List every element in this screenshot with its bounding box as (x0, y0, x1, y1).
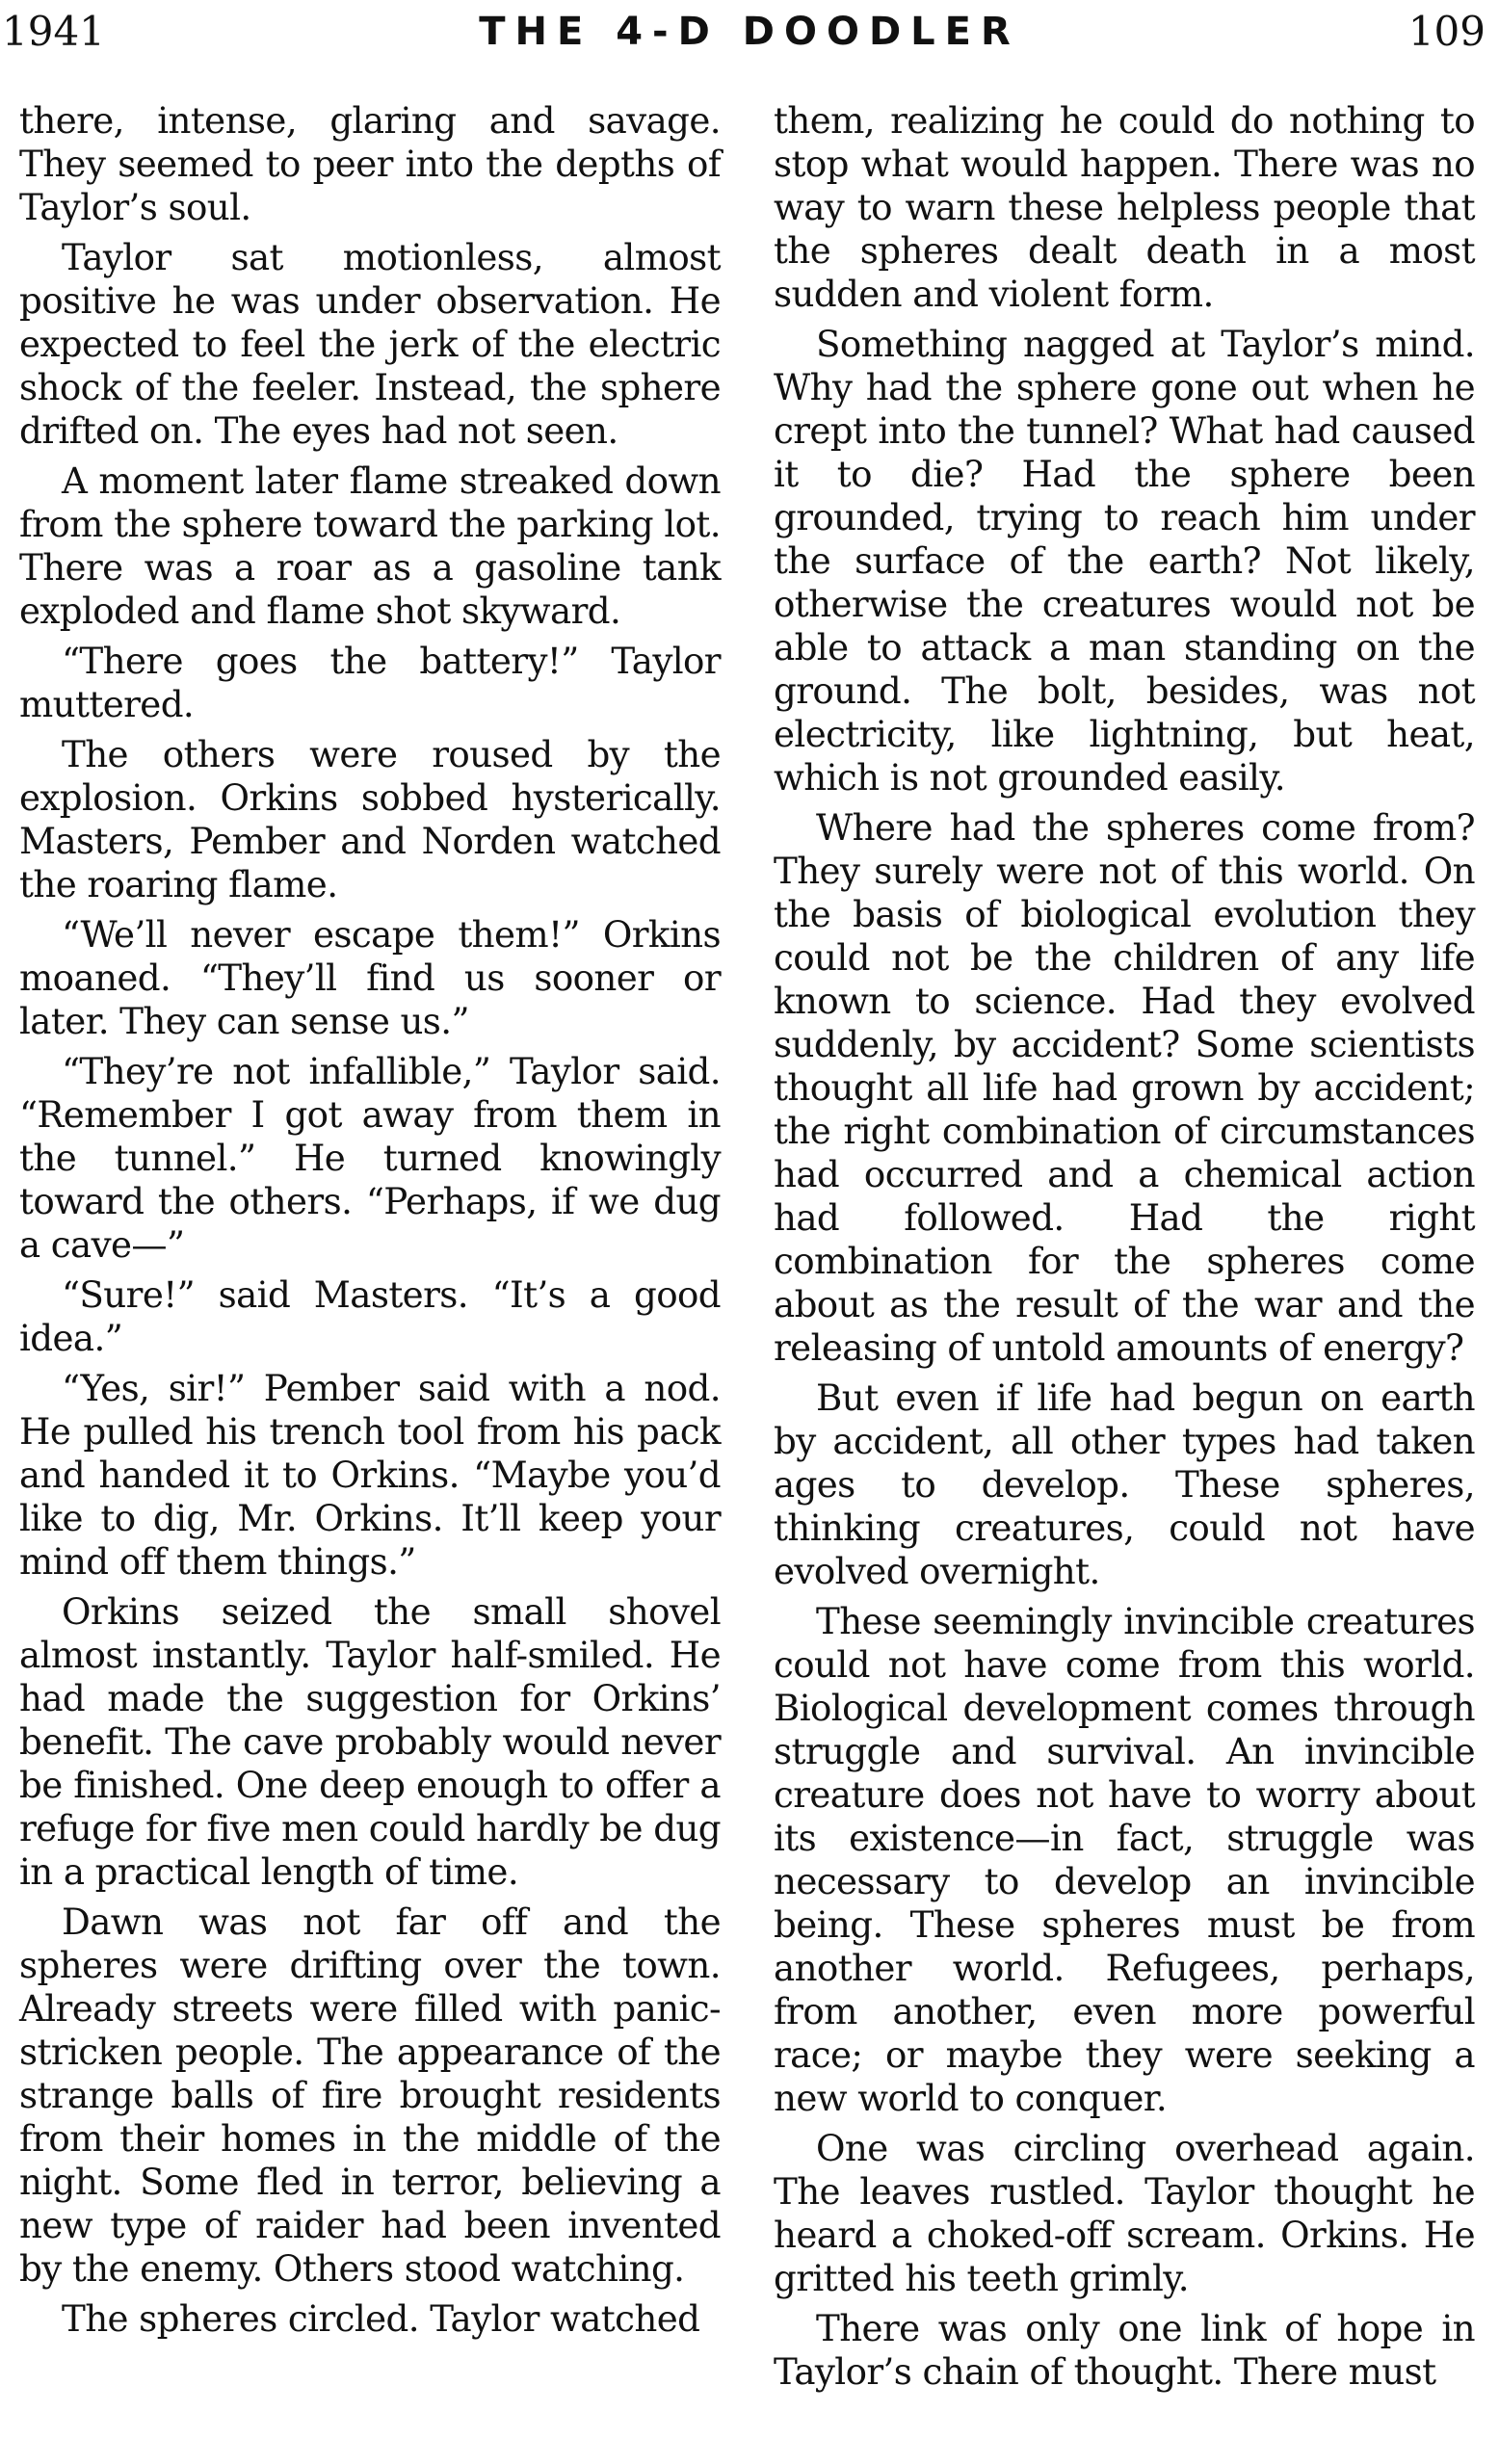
paragraph: One was circling overhead again. The leaves rustled. Taylor thought he heard a choked-off scream. Orkins. He gritted his teeth grimly. (774, 2127, 1475, 2299)
paragraph: There was only one link of hope in Taylor’s chain of thought. There must (774, 2307, 1475, 2393)
paragraph: These seemingly invincible creatures could not have come from this world. Biological development comes through struggle and survival. An invincible creature does not have to worry about its existence—in fact, struggle was necessary to develop an invincible being. These spheres must be from another world. Refugees, perhaps, from another, even more powerful race; or maybe they were seeking a new world to conquer. (774, 1600, 1475, 2119)
paragraph: them, realizing he could do nothing to stop what would happen. There was no way to warn these helpless people that the spheres dealt death in a most sudden and violent form. (774, 99, 1475, 315)
paragraph: “Sure!” said Masters. “It’s a good idea.” (19, 1273, 721, 1359)
paragraph: Where had the spheres come from? They surely were not of this world. On the basis of biological evolution they could not be the children of any life known to science. Had they evolved suddenly, by accident? Some scientists thought all life had grown by accident; the right combination of circumstances had occurred and a chemical action had followed. Had the right combination for the spheres come about as the result of the war and the releasing of untold amounts of energy? (774, 806, 1475, 1369)
right-column (774, 99, 1475, 2400)
paragraph: Dawn was not far off and the spheres were drifting over the town. Already streets were filled with panic-stricken people. The appearance of the strange balls of fire brought residents from their homes in the middle of the night. Some fled in terror, believing a new type of raider had been invented by the enemy. Others stood watching. (19, 1900, 721, 2290)
paragraph: “Yes, sir!” Pember said with a nod. He pulled his trench tool from his pack and handed it to Orkins. “Maybe you’d like to dig, Mr. Orkins. It’ll keep your mind off them things.” (19, 1367, 721, 1583)
paragraph: Taylor sat motionless, almost positive he was under observation. He expected to feel the jerk of the electric shock of the feeler. Instead, the sphere drifted on. The eyes had not seen. (19, 236, 721, 452)
paragraph: But even if life had begun on earth by accident, all other types had taken ages to develop. These spheres, thinking creatures, could not have evolved overnight. (774, 1376, 1475, 1592)
header-year: 1941 (2, 8, 105, 55)
left-column (19, 99, 721, 2347)
paragraph: Orkins seized the small shovel almost instantly. Taylor half-smiled. He had made the suggestion for Orkins’ benefit. The cave probably would never be finished. One deep enough to offer a refuge for five men could hardly be dug in a practical length of time. (19, 1590, 721, 1893)
paragraph: “We’ll never escape them!” Orkins moaned. “They’ll find us sooner or later. They can sense us.” (19, 913, 721, 1042)
paragraph: “There goes the battery!” Taylor muttered. (19, 640, 721, 725)
paragraph: A moment later flame streaked down from the sphere toward the parking lot. There was a roar as a gasoline tank exploded and flame shot skyward. (19, 459, 721, 632)
paragraph: there, intense, glaring and savage. They seemed to peer into the depths of Taylor’s soul. (19, 99, 721, 228)
page-header (0, 0, 1499, 56)
paragraph: “They’re not infallible,” Taylor said. “Remember I got away from them in the tunnel.” He turned knowingly toward the others. “Perhaps, if we dug a cave—” (19, 1050, 721, 1266)
paragraph: The spheres circled. Taylor watched (62, 2297, 700, 2340)
paragraph: Something nagged at Taylor’s mind. Why had the sphere gone out when he crept into the tunnel? What had caused it to die? Had the sphere been grounded, trying to reach him under the surface of the earth? Not likely, otherwise the creatures would not be able to attack a man standing on the ground. The bolt, besides, was not electricity, like lightning, but heat, which is not grounded easily. (774, 323, 1475, 799)
page-number: 109 (1407, 8, 1486, 55)
magazine-title: THE 4-D DOODLER (479, 10, 1020, 54)
paragraph: The others were roused by the explosion. Orkins sobbed hysterically. Masters, Pember and Norden watched the roaring flame. (19, 733, 721, 905)
